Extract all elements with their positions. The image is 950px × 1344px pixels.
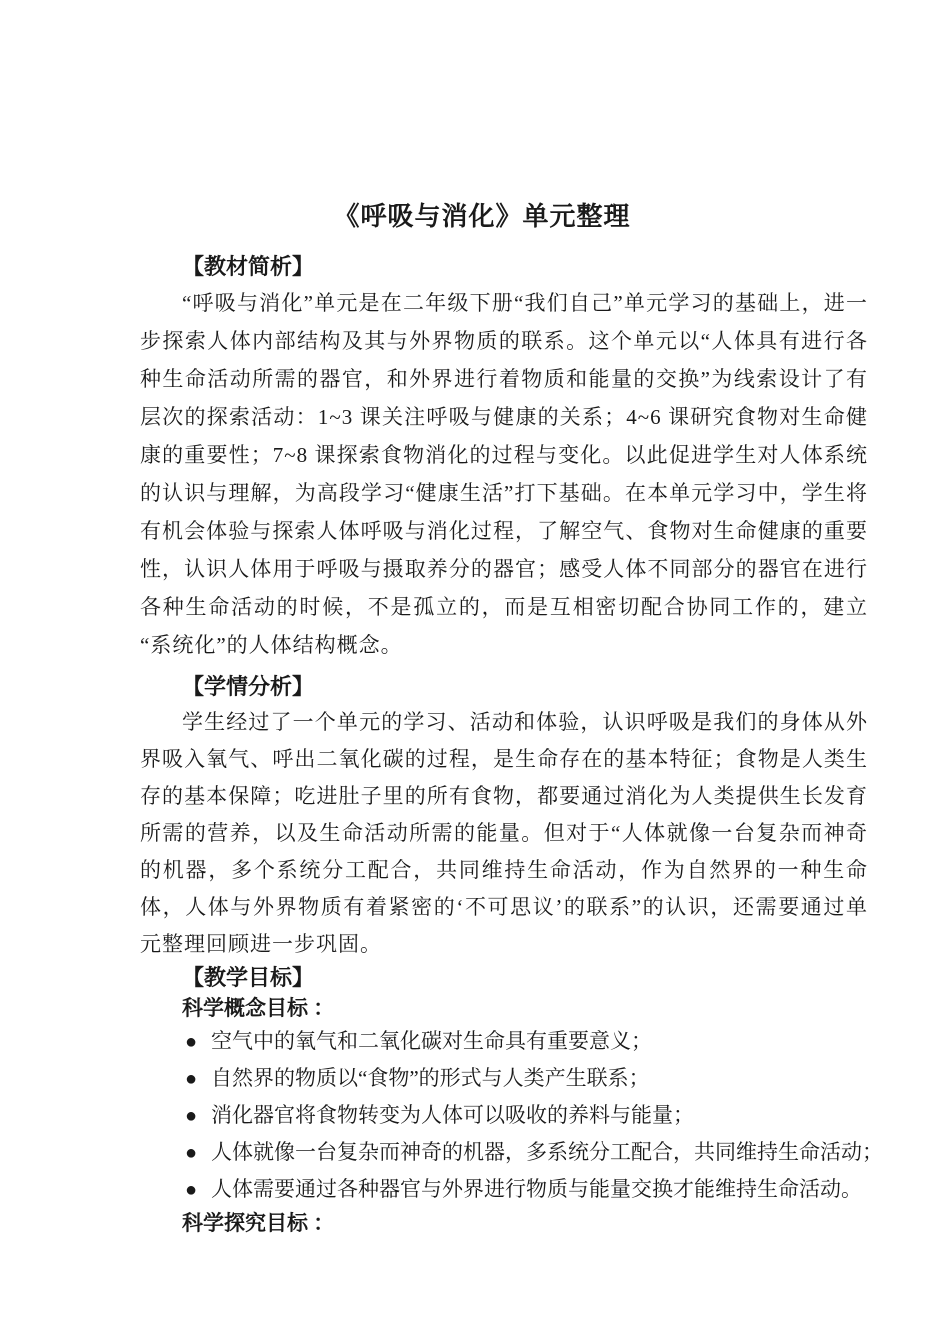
list-item [140, 1060, 868, 1097]
concept-goals-list [140, 1023, 883, 1208]
list-item-text: 消化器官将食物转变为人体可以吸收的养料与能量； [211, 1103, 694, 1127]
list-item [140, 1023, 868, 1060]
list-item [140, 1134, 883, 1171]
list-item-text: 人体就像一台复杂而神奇的机器，多系统分工配合，共同维持生命活动； [211, 1140, 883, 1164]
paragraph-textbook-analysis: “呼吸与消化”单元是在二年级下册“我们自己”单元学习的基础上，进一步探索人体内部结构及其与外界物质的联系。这个单元以“人体具有进行各种生命活动所需的器官，和外界进行着物质和能量的交换”为线索设计了有层次的探索活动：1~3 课关注呼吸与健康的关系；4~6 课研究食物对生命健康的重要性；7~8 课探索食物消化的过程与变化。以此促进学生对人体系统的认识与理解，为高段学习“健康生活”打下基础。在本单元学习中，学生将有机会体验与探索人体呼吸与消化过程，了解空气、食物对生命健康的重要性，认识人体用于呼吸与摄取养分的器官；感受人体不同部分的器官在进行各种生命活动的时候，不是孤立的，而是互相密切配合协同工作的，建立“系统化”的人体结构概念。 [140, 291, 868, 657]
section-header-textbook-analysis: 【教材简析】 [182, 254, 315, 279]
list-item [140, 1097, 868, 1134]
bullet-icon: ● [185, 1105, 198, 1127]
list-item [140, 1171, 868, 1208]
bullet-icon: ● [185, 1179, 198, 1201]
bullet-icon: ● [185, 1142, 198, 1164]
list-item-text: 人体需要通过各种器官与外界进行物质与能量交换才能维持生命活动。 [211, 1177, 862, 1201]
subheader-science-inquiry-goals: 科学探究目标 ： [182, 1211, 335, 1235]
bullet-icon: ● [185, 1031, 198, 1053]
section-header-learner-analysis: 【学情分析】 [182, 674, 315, 699]
bullet-icon: ● [185, 1068, 198, 1090]
list-item-text: 空气中的氧气和二氧化碳对生命具有重要意义； [211, 1029, 652, 1053]
paragraph-learner-analysis: 学生经过了一个单元的学习、活动和体验，认识呼吸是我们的身体从外界吸入氧气、呼出二氧化碳的过程，是生命存在的基本特征；食物是人类生存的基本保障；吃进肚子里的所有食物，都要通过消化为人类提供生长发育所需的营养，以及生命活动所需的能量。但对于“人体就像一台复杂而神奇的机器，多个系统分工配合，共同维持生命活动，作为自然界的一种生命体，人体与外界物质有着紧密的‘不可思议’的联系”的认识，还需要通过单元整理回顾进一步巩固。 [140, 710, 868, 956]
subheader-science-concept-goals: 科学概念目标 ： [182, 996, 335, 1020]
list-item-text: 自然界的物质以“食物”的形式与人类产生联系； [211, 1066, 650, 1090]
section-header-teaching-goals: 【教学目标】 [182, 965, 315, 990]
document-title: 《呼吸与消化》单元整理 [333, 202, 631, 231]
